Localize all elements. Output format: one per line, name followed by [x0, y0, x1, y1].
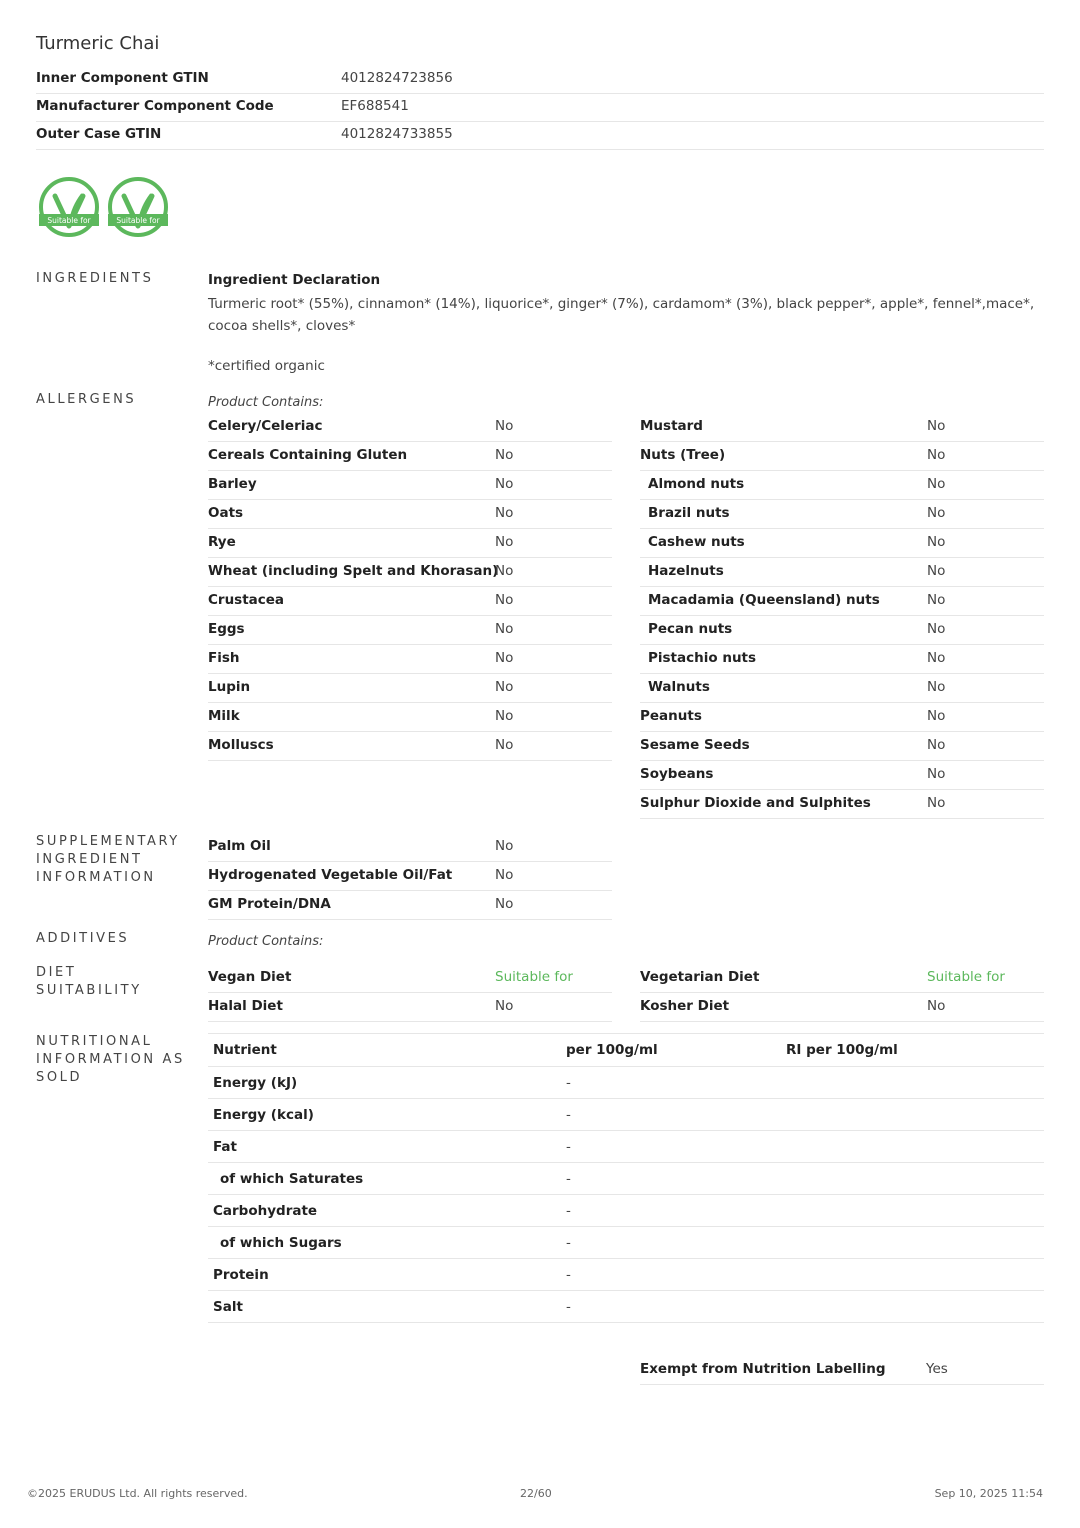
nutrient-per100: -	[566, 1075, 571, 1091]
diet-row-label: Vegetarian Diet	[640, 969, 760, 985]
diet-row	[208, 993, 612, 1022]
allergen-row-value: No	[495, 447, 514, 463]
allergen-row-label: Cereals Containing Gluten	[208, 447, 408, 463]
nutrition-header-ri: RI per 100g/ml	[786, 1042, 898, 1058]
allergen-row-label: Walnuts	[648, 679, 710, 695]
allergens-left-table	[208, 413, 612, 761]
identifier-value: 4012824733855	[341, 126, 453, 142]
nutrition-header-row	[208, 1034, 1044, 1067]
diet-row-value: Suitable for	[495, 969, 573, 985]
allergen-row-label: Pistachio nuts	[648, 650, 757, 666]
allergen-row-value: No	[495, 650, 514, 666]
diet-row-value: No	[927, 998, 946, 1014]
allergen-row-value: No	[927, 621, 946, 637]
nutrition-header-nutrient: Nutrient	[213, 1042, 277, 1058]
allergen-row	[640, 674, 1044, 703]
supplementary-row	[208, 833, 612, 862]
identifier-label: Outer Case GTIN	[36, 126, 162, 142]
allergen-row	[640, 471, 1044, 500]
identifier-value: 4012824723856	[341, 70, 453, 86]
allergen-row	[208, 529, 612, 558]
allergen-row	[640, 558, 1044, 587]
allergen-row-value: No	[927, 766, 946, 782]
allergen-row	[208, 558, 612, 587]
nutrient-name: Protein	[213, 1267, 269, 1283]
nutrient-name: Energy (kJ)	[213, 1075, 298, 1091]
identifier-value: EF688541	[341, 98, 409, 114]
allergen-row-label: Crustacea	[208, 592, 285, 608]
allergen-row-value: No	[495, 592, 514, 608]
allergen-row	[640, 732, 1044, 761]
nutrient-name: Energy (kcal)	[213, 1107, 314, 1123]
supplementary-row-label: GM Protein/DNA	[208, 896, 331, 912]
allergen-row	[208, 413, 612, 442]
allergen-row-value: No	[927, 650, 946, 666]
allergen-row-value: No	[495, 563, 514, 579]
nutrition-row	[208, 1067, 1044, 1099]
allergen-row-value: No	[927, 795, 946, 811]
allergen-row-value: No	[927, 563, 946, 579]
exempt-label: Exempt from Nutrition Labelling	[640, 1361, 886, 1377]
section-label-additives: ADDITIVES	[36, 931, 130, 946]
nutrient-name: of which Saturates	[220, 1171, 364, 1187]
nutrient-per100: -	[566, 1171, 571, 1187]
page-title: Turmeric Chai	[36, 33, 160, 54]
exempt-row	[640, 1356, 1044, 1385]
allergen-row-label: Almond nuts	[648, 476, 745, 492]
allergen-row-label: Molluscs	[208, 737, 274, 753]
supplementary-row-label: Palm Oil	[208, 838, 271, 854]
allergen-row	[208, 442, 612, 471]
allergen-row-label: Pecan nuts	[648, 621, 733, 637]
nutrient-per100: -	[566, 1299, 571, 1315]
allergen-row	[208, 500, 612, 529]
nutrition-row	[208, 1131, 1044, 1163]
nutrient-name: Salt	[213, 1299, 243, 1315]
nutrition-row	[208, 1099, 1044, 1131]
additives-product-contains-label: Product Contains:	[208, 934, 324, 949]
allergen-row-value: No	[927, 679, 946, 695]
allergen-row	[640, 413, 1044, 442]
allergen-row-label: Eggs	[208, 621, 245, 637]
footer-copyright: ©2025 ERUDUS Ltd. All rights reserved.	[27, 1487, 248, 1500]
identifier-label: Manufacturer Component Code	[36, 98, 274, 114]
allergen-row-value: No	[495, 418, 514, 434]
allergen-row-label: Peanuts	[640, 708, 702, 724]
supplementary-row-value: No	[495, 838, 514, 854]
allergen-row-value: No	[495, 708, 514, 724]
section-label-diet: DIET SUITABILITY	[36, 965, 142, 998]
product-contains-label: Product Contains:	[208, 395, 324, 410]
allergen-row-label: Milk	[208, 708, 240, 724]
allergen-row-label: Brazil nuts	[648, 505, 730, 521]
nutrition-header-per100: per 100g/ml	[566, 1042, 658, 1058]
diet-row-label: Halal Diet	[208, 998, 283, 1014]
nutrient-per100: -	[566, 1107, 571, 1123]
allergen-row-label: Nuts (Tree)	[640, 447, 726, 463]
exempt-value: Yes	[926, 1361, 948, 1377]
section-label-supplementary: SUPPLEMENTARY INGREDIENT INFORMATION	[36, 834, 180, 885]
allergen-row-label: Hazelnuts	[648, 563, 724, 579]
nutrition-row	[208, 1195, 1044, 1227]
allergen-row-value: No	[495, 621, 514, 637]
nutrient-name: of which Sugars	[220, 1235, 342, 1251]
diet-row-label: Vegan Diet	[208, 969, 292, 985]
ingredient-note: *certified organic	[208, 358, 325, 374]
allergen-row-value: No	[495, 534, 514, 550]
section-label-nutrition: NUTRITIONAL INFORMATION AS SOLD	[36, 1034, 185, 1085]
allergen-row-label: Celery/Celeriac	[208, 418, 323, 434]
svg-text:Suitable for: Suitable for	[116, 216, 160, 225]
nutrient-per100: -	[566, 1203, 571, 1219]
allergen-row-label: Oats	[208, 505, 244, 521]
allergen-row-value: No	[495, 505, 514, 521]
allergen-row	[208, 471, 612, 500]
allergen-row	[208, 645, 612, 674]
allergen-row-value: No	[927, 476, 946, 492]
svg-text:Suitable for: Suitable for	[47, 216, 91, 225]
allergen-row	[640, 500, 1044, 529]
allergen-row-value: No	[927, 737, 946, 753]
supplementary-row	[208, 891, 612, 920]
allergen-row-label: Fish	[208, 650, 240, 666]
vegetarian-badge-icon	[107, 176, 169, 238]
allergen-row-value: No	[927, 534, 946, 550]
allergen-row-value: No	[927, 447, 946, 463]
identifier-row	[36, 93, 1044, 122]
allergen-row	[208, 616, 612, 645]
allergen-row-label: Cashew nuts	[648, 534, 745, 550]
allergen-row-label: Sulphur Dioxide and Sulphites	[640, 795, 871, 811]
diet-row-label: Kosher Diet	[640, 998, 730, 1014]
section-label-allergens: ALLERGENS	[36, 392, 137, 407]
allergen-row-value: No	[927, 708, 946, 724]
nutrition-table	[208, 1033, 1044, 1323]
identifier-row	[36, 121, 1044, 150]
supplementary-table	[208, 833, 612, 920]
supplementary-row-value: No	[495, 867, 514, 883]
diet-left-table	[208, 964, 612, 1022]
diet-row-value: No	[495, 998, 514, 1014]
allergen-row	[208, 732, 612, 761]
allergen-row-value: No	[495, 737, 514, 753]
diet-right-table	[640, 964, 1044, 1022]
allergen-row-label: Macadamia (Queensland) nuts	[648, 592, 880, 608]
allergen-row-label: Wheat (including Spelt and Khorasan)	[208, 563, 499, 579]
allergen-row	[640, 790, 1044, 819]
diet-row-value: Suitable for	[927, 969, 1005, 985]
supplementary-row-label: Hydrogenated Vegetable Oil/Fat	[208, 867, 453, 883]
nutrient-name: Fat	[213, 1139, 237, 1155]
nutrient-name: Carbohydrate	[213, 1203, 318, 1219]
allergen-row-value: No	[495, 476, 514, 492]
allergen-row-value: No	[927, 505, 946, 521]
allergen-row	[208, 703, 612, 732]
nutrient-per100: -	[566, 1235, 571, 1251]
section-label-ingredients: INGREDIENTS	[36, 271, 154, 286]
nutrition-row	[208, 1259, 1044, 1291]
footer-timestamp: Sep 10, 2025 11:54	[934, 1487, 1043, 1500]
allergen-row-value: No	[927, 418, 946, 434]
footer-page-number: 22/60	[520, 1487, 552, 1500]
nutrient-per100: -	[566, 1267, 571, 1283]
allergen-row-label: Mustard	[640, 418, 703, 434]
nutrition-row	[208, 1163, 1044, 1195]
allergens-right-table	[640, 413, 1044, 819]
allergen-row	[640, 616, 1044, 645]
allergen-row-label: Soybeans	[640, 766, 714, 782]
vegan-badge-icon	[38, 176, 100, 238]
diet-row	[208, 964, 612, 993]
nutrient-per100: -	[566, 1139, 571, 1155]
allergen-row	[640, 761, 1044, 790]
allergen-row	[640, 442, 1044, 471]
identifier-row	[36, 65, 1044, 94]
allergen-row-label: Lupin	[208, 679, 251, 695]
allergen-row	[640, 703, 1044, 732]
nutrition-row	[208, 1291, 1044, 1323]
diet-row	[640, 993, 1044, 1022]
allergen-row-label: Rye	[208, 534, 236, 550]
allergen-row-label: Sesame Seeds	[640, 737, 750, 753]
ingredient-declaration-heading: Ingredient Declaration	[208, 272, 381, 288]
identifier-label: Inner Component GTIN	[36, 70, 209, 86]
ingredient-declaration-text: Turmeric root* (55%), cinnamon* (14%), liquorice*, ginger* (7%), cardamom* (3%), black pepper*, apple*, fennel*,mace*, cocoa shells*, cloves*	[208, 296, 1035, 334]
allergen-row	[208, 587, 612, 616]
allergen-row	[208, 674, 612, 703]
allergen-row-value: No	[495, 679, 514, 695]
nutrition-row	[208, 1227, 1044, 1259]
allergen-row	[640, 645, 1044, 674]
diet-row	[640, 964, 1044, 993]
allergen-row	[640, 529, 1044, 558]
allergen-row-label: Barley	[208, 476, 257, 492]
allergen-row-value: No	[927, 592, 946, 608]
supplementary-row-value: No	[495, 896, 514, 912]
allergen-row	[640, 587, 1044, 616]
supplementary-row	[208, 862, 612, 891]
